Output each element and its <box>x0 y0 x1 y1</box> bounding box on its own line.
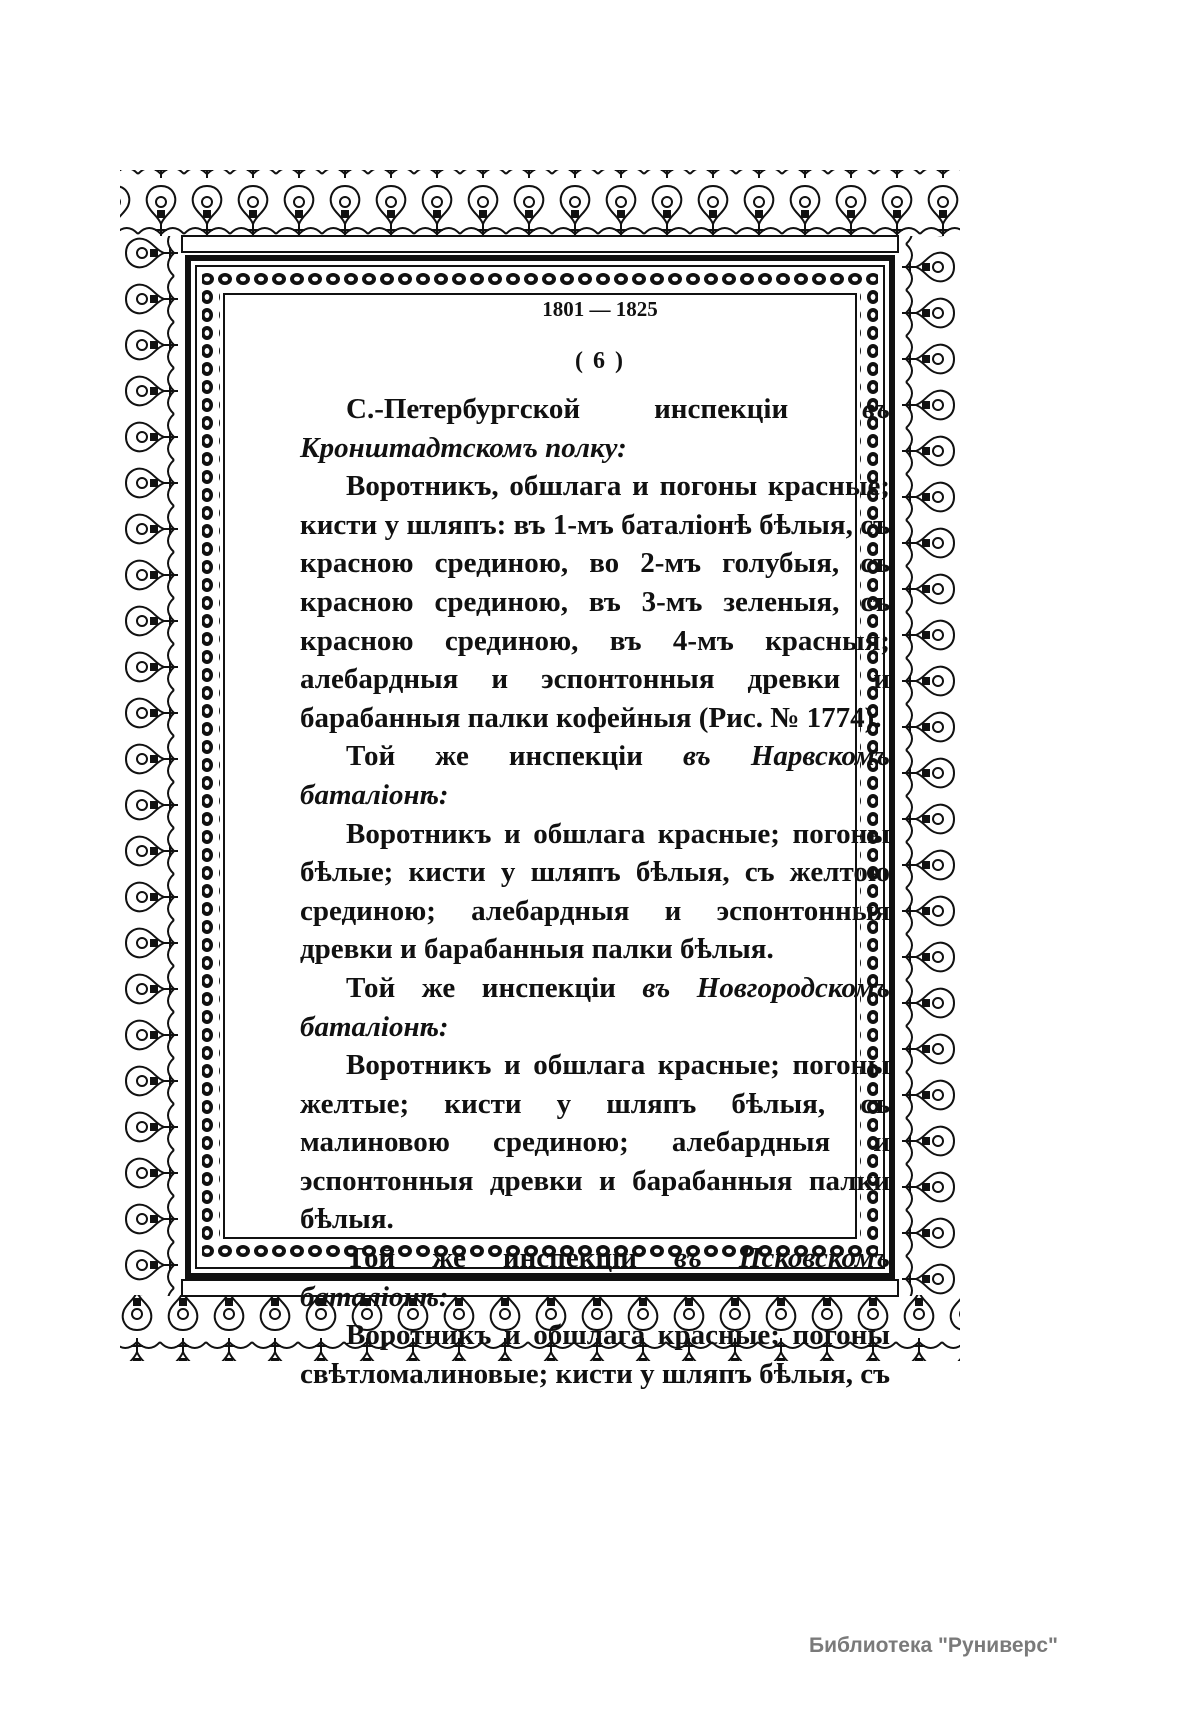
header-years: 1801 — 1825 <box>520 297 680 321</box>
heading-kronstadt <box>300 390 890 467</box>
top-chain-band <box>202 272 878 290</box>
library-watermark: Библиотека "Руниверс" <box>808 1634 1058 1657</box>
heading-plain: Той же инспекціи <box>346 971 643 1004</box>
main-text <box>300 390 890 1393</box>
page-number: ( 6 ) <box>575 348 625 374</box>
top-ornament-band <box>120 170 960 236</box>
heading-plain: Той же инспекціи <box>346 740 683 773</box>
paragraph-pskov: Воротникъ и обшлага красные; погоны свѣтломалиновые; кисти у шляпъ бѣлыя, съ <box>300 1319 890 1390</box>
left-chain-band <box>202 290 220 1242</box>
heading-pskov <box>300 1239 890 1316</box>
paragraph-novgorod: Воротникъ и обшлага красные; погоны желтые; кисти у шляпъ бѣлыя, съ малиновою срединою; алебардныя и эспонтонныя древки и барабанныя палки бѣлыя. <box>300 1049 890 1236</box>
heading-italic: въ Нарвскомъ баталіонѣ: <box>300 740 890 811</box>
paragraph-narva: Воротникъ и обшлага красные; погоны бѣлые; кисти у шляпъ бѣлыя, съ желтою срединою; алебардныя и эспонтонныя древки и барабанныя палки бѣлыя. <box>300 817 890 966</box>
heading-plain: С.-Петербургской инспекціи <box>346 393 863 425</box>
heading-novgorod <box>300 969 890 1046</box>
heading-italic: въ Кронштадтскомъ полку: <box>300 393 890 464</box>
heading-italic: въ Псковскомъ баталіонѣ: <box>300 1242 890 1313</box>
right-ornament-band <box>898 236 962 1296</box>
left-ornament-band <box>118 236 182 1296</box>
paragraph-kronstadt: Воротникъ, обшлага и погоны красные; кисти у шляпъ: въ 1-мъ баталіонѣ бѣлыя, съ красною срединою, во 2-мъ голубыя, съ красною срединою, въ 3-мъ зеленыя, съ красною срединою, въ 4-мъ красныя; алебардныя и эспонтонныя древки и барабанныя палки кофейныя (Рис. № 1774). <box>300 470 890 734</box>
heading-italic: въ Новгородскомъ баталіонѣ: <box>300 971 890 1043</box>
heading-plain: Той же инспекціи <box>346 1242 674 1275</box>
heading-narva <box>300 737 890 814</box>
